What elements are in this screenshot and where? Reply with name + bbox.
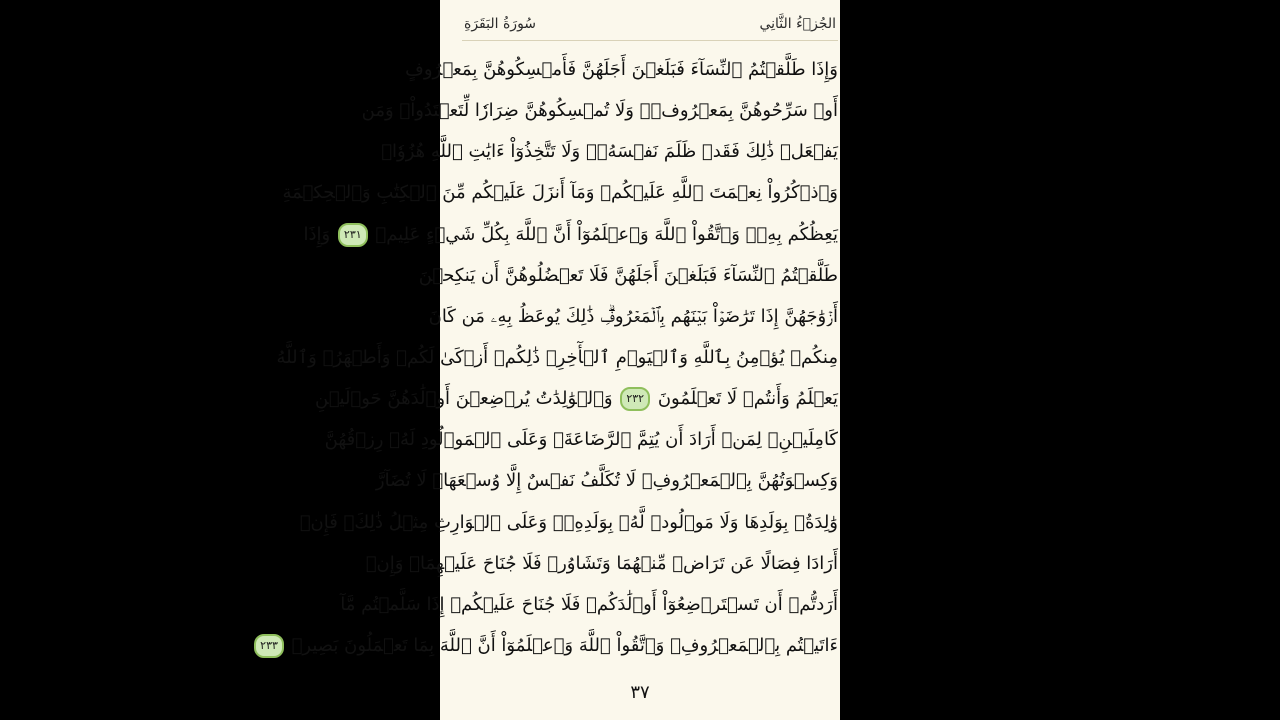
text-line-6: طَلَّقۡتُمُ ٱلنِّسَآءَ فَبَلَغۡنَ أَجَلَهُنَّ فَلَا تَعۡضُلُوهُنَّ أَن يَنكِحۡنَ xyxy=(418,264,838,286)
text-line-10: كَامِلَيۡنِۖ لِمَنۡ أَرَادَ أَن يُتِمَّ ٱلرَّضَاعَةَۚ وَعَلَى ٱلۡمَوۡلُودِ لَهُۥ رِزۡقُهُنَّ xyxy=(324,429,838,451)
quran-text xyxy=(260,52,838,664)
page-header xyxy=(464,10,836,38)
text-line-15 xyxy=(260,628,838,664)
text-line-5-part: يَعِظُكُم بِهِۦۚ وَٱتَّقُواْ ٱللَّهَ وَٱعۡلَمُوٓاْ أَنَّ ٱللَّهَ بِكُلِّ شَيۡءٍ عَلِيمٞ xyxy=(375,223,838,245)
text-line-9-tail: وَٱلۡوَٰلِدَٰتُ يُرۡضِعۡنَ أَوۡلَٰدَهُنَّ حَوۡلَيۡنِ xyxy=(315,388,613,410)
text-line-12: وَٰلِدَةُۢ بِوَلَدِهَا وَلَا مَوۡلُودٞ لَّهُۥ بِوَلَدِهِۦۚ وَعَلَى ٱلۡوَارِثِ مِثۡلُ ذَٰلِكَۗ فَإِنۡ xyxy=(299,511,838,533)
juz-title: الجُزۡءُ الثَّانِي xyxy=(759,16,836,32)
text-line-9-part: يَعۡلَمُ وَأَنتُمۡ لَا تَعۡلَمُونَ xyxy=(657,388,838,410)
text-line-9 xyxy=(315,381,838,417)
text-line-13: أَرَادَا فِصَالًا عَن تَرَاضٖ مِّنۡهُمَا وَتَشَاوُرٖ فَلَا جُنَاحَ عَلَيۡهِمَاۗ وَإِنۡ xyxy=(365,552,838,574)
text-line-4: وَٱذۡكُرُواْ نِعۡمَتَ ٱللَّهِ عَلَيۡكُمۡ وَمَآ أَنزَلَ عَلَيۡكُم مِّنَ ٱلۡكِتَٰبِ وَٱلۡحِكۡمَةِ xyxy=(282,182,838,204)
text-line-15-part: ءَاتَيۡتُم بِٱلۡمَعۡرُوفِۗ وَٱتَّقُواْ ٱللَّهَ وَٱعۡلَمُوٓاْ أَنَّ ٱللَّهَ بِمَا تَعۡمَلُونَ بَصِيرٞ xyxy=(291,634,838,656)
surah-title: سُورَةُ البَقَرَةِ xyxy=(464,16,537,32)
text-line-14: أَرَدتُّمۡ أَن تَسۡتَرۡضِعُوٓاْ أَوۡلَٰدَكُمۡ فَلَا جُنَاحَ عَلَيۡكُمۡ إِذَا سَلَّمۡتُم مَّآ xyxy=(340,593,838,615)
text-line-3: يَفۡعَلۡ ذَٰلِكَ فَقَدۡ ظَلَمَ نَفۡسَهُۥۚ وَلَا تَتَّخِذُوٓاْ ءَايَٰتِ ٱللَّهِ هُزُوٗاۚ xyxy=(381,141,838,163)
text-line-5-tail: وَإِذَا xyxy=(303,223,331,245)
text-line-5 xyxy=(303,217,838,253)
header-divider xyxy=(462,40,838,41)
text-line-1: وَإِذَا طَلَّقۡتُمُ ٱلنِّسَآءَ فَبَلَغۡنَ أَجَلَهُنَّ فَأَمۡسِكُوهُنَّ بِمَعۡرُوفٍ xyxy=(405,59,838,80)
ayah-marker-233: ٢٣٣ xyxy=(254,634,284,658)
page-number: ٣٧ xyxy=(630,682,650,703)
text-line-8: مِنكُمۡ يُؤۡمِنُ بِٱللَّهِ وَٱلۡيَوۡمِ ٱلۡأٓخِرِۗ ذَٰلِكُمۡ أَزۡكَىٰ لَكُمۡ وَأَطۡهَرُۚ وَٱللَّهُ xyxy=(276,346,838,368)
text-line-7: أَزۡوَٰجَهُنَّ إِذَا تَرَٰضَوۡاْ بَيۡنَهُم بِٱلۡمَعۡرُوفِۗ ذَٰلِكَ يُوعَظُ بِهِۦ مَن كَانَ xyxy=(428,305,838,327)
text-line-11: وَكِسۡوَتُهُنَّ بِٱلۡمَعۡرُوفِۚ لَا تُكَلَّفُ نَفۡسٌ إِلَّا وُسۡعَهَاۚ لَا تُضَآرَّ xyxy=(375,470,838,492)
ayah-marker-231: ٢٣١ xyxy=(338,223,368,247)
mushaf-page xyxy=(260,0,840,720)
text-line-2: أَوۡ سَرِّحُوهُنَّ بِمَعۡرُوفٖۚ وَلَا تُمۡسِكُوهُنَّ ضِرَارٗا لِّتَعۡتَدُواْۚ وَمَن xyxy=(361,100,838,122)
ayah-marker-232: ٢٣٢ xyxy=(620,387,650,411)
